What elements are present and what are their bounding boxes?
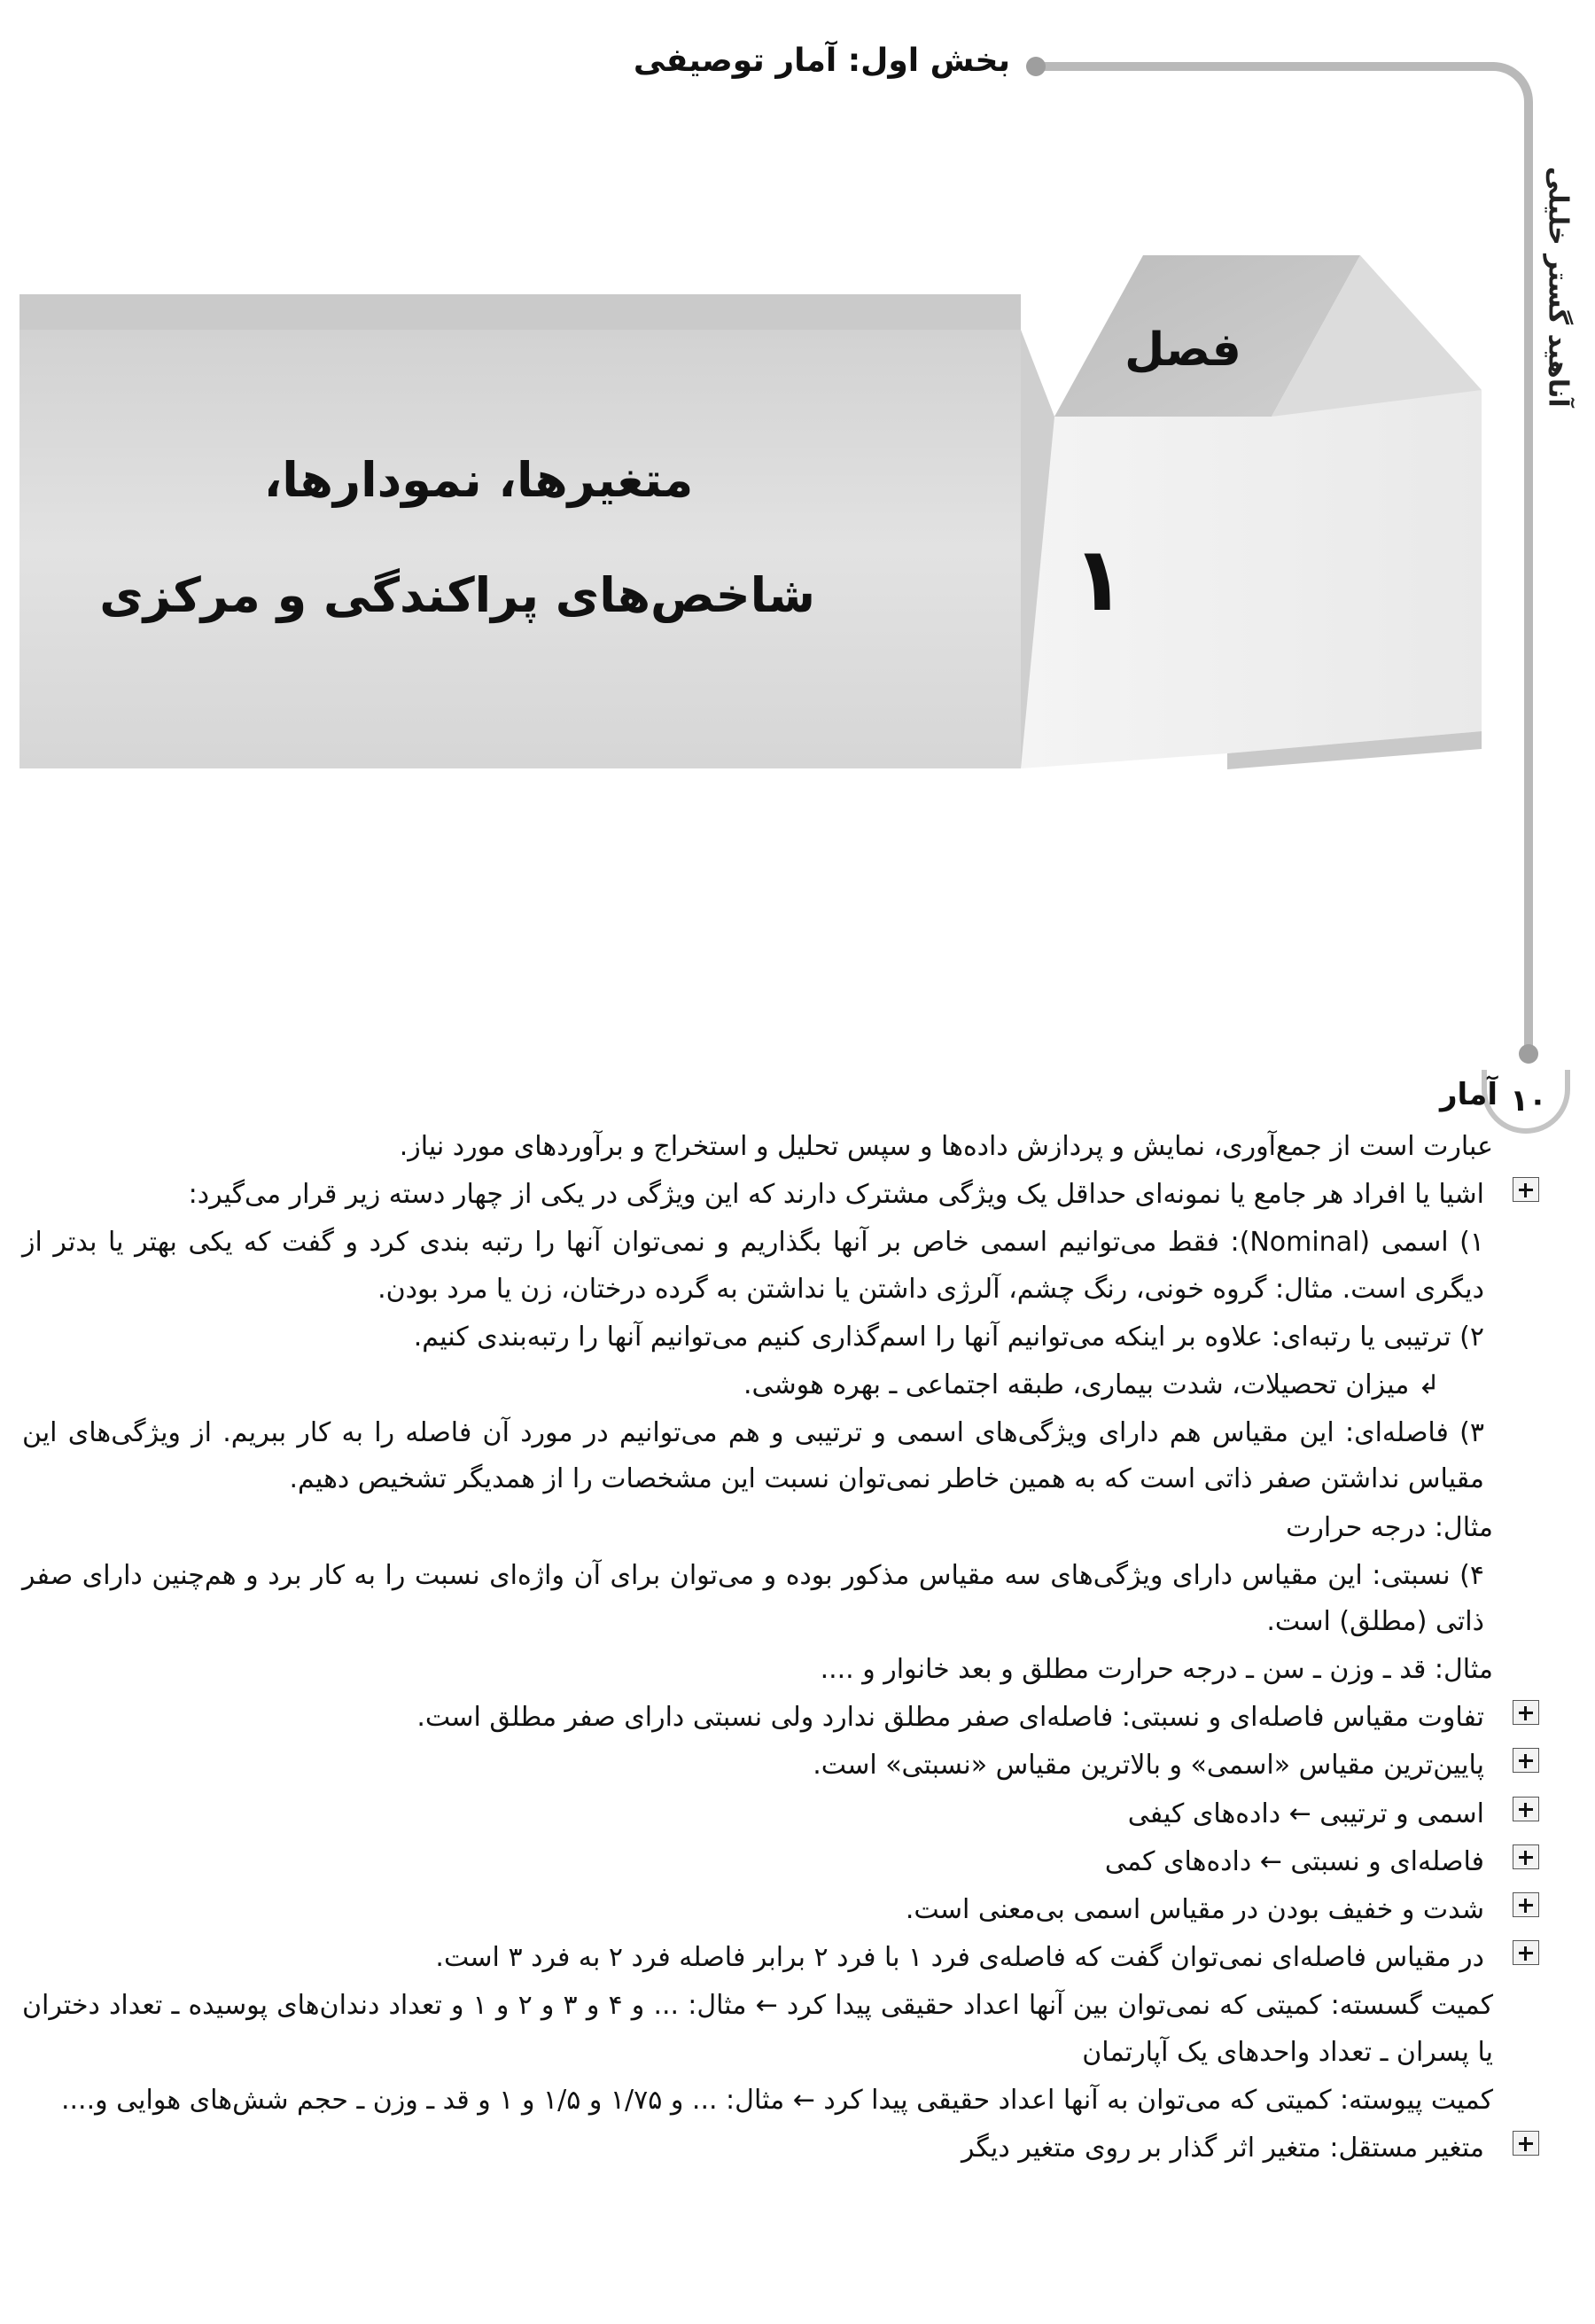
- bullet-item: [22, 1695, 1493, 1741]
- bullet-text: اسمی و ترتیبی ← داده‌های کیفی: [1127, 1798, 1484, 1829]
- chapter-banner: [0, 239, 1506, 780]
- vertical-brand-text: آناهید گستر خلیلی: [1542, 167, 1574, 408]
- bullet-item: [22, 1743, 1493, 1789]
- bullet-item: [22, 2125, 1493, 2172]
- list-item: ۴) نسبتی: این مقیاس دارای ویژگی‌های سه مقیاس مذکور بوده و می‌توان برای آن واژه‌ای نسبت را به کار برد و هم‌چنین دارای صفر ذاتی (مطلق) است.: [22, 1559, 1484, 1637]
- bullet-text: پایین‌ترین مقیاس «اسمی» و بالاترین مقیاس «نسبتی» است.: [813, 1750, 1484, 1782]
- chapter-title-line2: شاخص‌های پراکندگی و مرکزی: [99, 567, 815, 623]
- paragraph: کمیت پیوسته: کمیتی که می‌توان به آنها اعداد حقیقی پیدا کرد ← مثال: ... و ۱/۷۵ و ۱/۵ و ۱ و قد ـ وزن ـ حجم شش‌های هوایی و....: [60, 2084, 1493, 2116]
- plus-bullet-icon: [1513, 1797, 1539, 1821]
- section-title: بخش اول: آمار توصیفی: [633, 43, 1010, 79]
- paragraph: کمیت گسسته: کمیتی که نمی‌توان بین آنها اعداد حقیقی پیدا کرد ← مثال: ... و ۴ و ۳ و ۲ و ۱ و تعداد دندان‌های پوسیده ـ تعداد دختران یا پسران ـ تعداد واحدهای یک آپارتمان: [22, 1990, 1493, 2068]
- paragraph: مثال: درجه حرارت: [1286, 1511, 1493, 1543]
- bullet-text: متغیر مستقل: متغیر اثر گذار بر روی متغیر دیگر: [961, 2132, 1484, 2164]
- list-item: ۳) فاصله‌ای: این مقیاس هم دارای ویژگی‌های اسمی و ترتیبی و هم می‌توانیم در مورد آن فاصله را به کار ببریم. از ویژگی‌های این مقیاس نداشتن صفر ذاتی است که به همین خاطر نمی‌توان نسبت این مشخصات را از همدیگر تشخیص دهیم.: [22, 1417, 1484, 1495]
- list-item: ۱) اسمی (Nominal): فقط می‌توانیم اسمی خاص بر آنها بگذاریم و نمی‌توان آنها را رتبه بندی کرد و گفت که یکی بهتر یا بدتر از دیگری است. مثال: گروه خونی، رنگ چشم، آلرژی داشتن یا نداشتن به گرده درختان، زن یا مرد بودن.: [22, 1227, 1484, 1305]
- bullet-text: فاصله‌ای و نسبتی ← داده‌های کمی: [1104, 1845, 1484, 1877]
- plus-bullet-icon: [1513, 1940, 1539, 1965]
- plus-bullet-icon: [1513, 1892, 1539, 1917]
- plus-bullet-icon: [1513, 2131, 1539, 2156]
- bullet-text: اشیا یا افراد هر جامع یا نمونه‌ای حداقل یک ویژگی مشترک دارند که این ویژگی در یکی از چهار دسته زیر قرار می‌گیرد:: [188, 1179, 1484, 1211]
- plus-bullet-icon: [1513, 1748, 1539, 1773]
- bullet-item: [22, 1172, 1493, 1218]
- topic-heading: آمار: [1439, 1077, 1498, 1112]
- banner-top-stripe: [19, 294, 1021, 330]
- plus-bullet-icon: [1513, 1844, 1539, 1869]
- list-item: ۲) ترتیبی یا رتبه‌ای: علاوه بر اینکه می‌توانیم آنها را اسم‌گذاری کنیم می‌توانیم آنها را رتبه‌بندی کنیم.: [413, 1321, 1484, 1353]
- bullet-text: در مقیاس فاصله‌ای نمی‌توان گفت که فاصله‌ی فرد ۱ با فرد ۲ برابر فاصله فرد ۲ به فرد ۳ است.: [435, 1942, 1484, 1974]
- body-content: [22, 1124, 1493, 2173]
- page-number: ۱۰: [1510, 1083, 1547, 1119]
- bullet-item: [22, 1935, 1493, 1981]
- chapter-number: ۱: [1071, 527, 1126, 631]
- bullet-text: شدت و خفیف بودن در مقیاس اسمی بی‌معنی است.: [905, 1894, 1484, 1925]
- bullet-text: تفاوت مقیاس فاصله‌ای و نسبتی: فاصله‌ای صفر مطلق ندارد ولی نسبتی دارای صفر مطلق است.: [416, 1702, 1484, 1734]
- list-item: ↲ میزان تحصیلات، شدت بیماری، طبقه اجتماعی ـ بهره هوشی.: [743, 1369, 1440, 1400]
- paragraph: عبارت است از جمع‌آوری، نمایش و پردازش داده‌ها و سپس تحلیل و استخراج و برآوردهای مورد نیاز.: [399, 1131, 1493, 1162]
- bullet-item: [22, 1791, 1493, 1837]
- paragraph: مثال: قد ـ وزن ـ سن ـ درجه حرارت مطلق و بعد خانوار و ....: [820, 1654, 1493, 1686]
- plus-bullet-icon: [1513, 1700, 1539, 1725]
- chapter-title-line1: متغیرها، نمودارها،: [263, 452, 694, 508]
- side-rule-end-dot: [1519, 1044, 1538, 1064]
- plus-bullet-icon: [1513, 1177, 1539, 1202]
- bullet-item: [22, 1839, 1493, 1885]
- bullet-item: [22, 1887, 1493, 1933]
- side-rule: [1524, 111, 1533, 1050]
- header-rule: [1037, 62, 1498, 71]
- frame-corner-curve: [1462, 62, 1533, 115]
- chapter-label: فصل: [1124, 324, 1241, 377]
- banner-body: [19, 330, 1021, 768]
